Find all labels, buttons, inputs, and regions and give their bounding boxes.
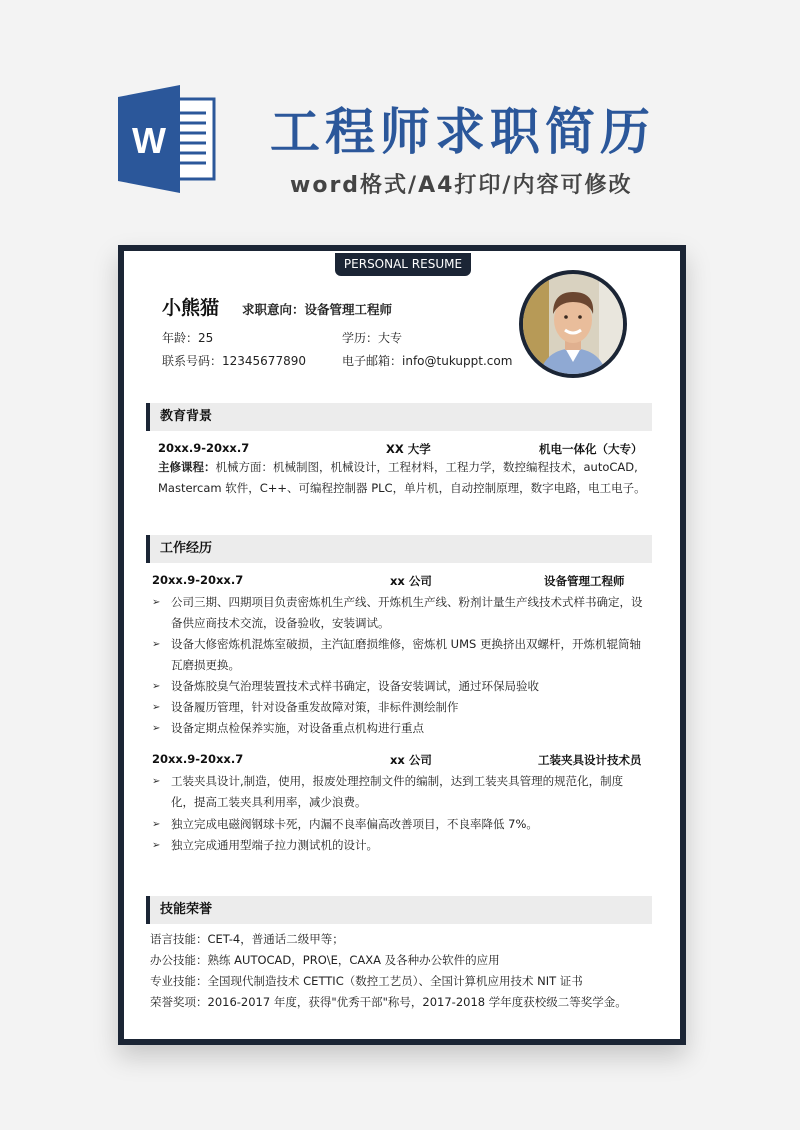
courses-line-2: Mastercam 软件，C++、可编程控制器 PLC，单片机，自动控制原理，数字电路，电工电子。 xyxy=(158,481,646,495)
job-position: 设备管理工程师 xyxy=(544,574,625,588)
skill-line: 专业技能：全国现代制造技术 CETTIC（数控工艺员）、全国计算机应用技术 NIT 证书 xyxy=(150,974,583,988)
word-icon-letter: W xyxy=(132,120,166,161)
job-intent: 求职意向：设备管理工程师 xyxy=(242,302,393,317)
word-document-icon xyxy=(118,85,218,193)
job-bullet: ➢ 独立完成电磁阀钢球卡死，内漏不良率偏高改善项目，不良率降低 7%。 xyxy=(154,814,644,835)
skill-line: 办公技能：熟练 AUTOCAD，PRO\E，CAXA 及各种办公软件的应用 xyxy=(150,953,500,967)
courses-paragraph xyxy=(158,457,653,499)
education-section-header xyxy=(146,403,652,431)
section-accent xyxy=(146,535,150,563)
personal-resume-tag: PERSONAL RESUME xyxy=(335,253,471,276)
work-section-header xyxy=(146,535,652,563)
section-title: 工作经历 xyxy=(160,541,213,556)
job-bullet: ➢ 设备大修密炼机混炼室破损，主汽缸磨损维修，密炼机 UMS 更换挤出双螺杆，开炼机辊筒轴瓦磨损更换。 xyxy=(154,634,644,676)
age: 年龄：25 xyxy=(162,331,214,345)
arrow-bullet-icon: ➢ xyxy=(152,702,161,713)
education-major: 机电一体化（大专） xyxy=(539,442,643,456)
arrow-bullet-icon: ➢ xyxy=(152,840,161,851)
section-accent xyxy=(146,896,150,924)
skill-line: 语言技能：CET-4，普通话二级甲等； xyxy=(150,932,344,946)
profile-photo xyxy=(519,270,627,378)
job-bullet: ➢ 公司三期、四期项目负责密炼机生产线、开炼机生产线、粉剂计量生产线技术式样书确定，设备供应商技术交流，设备验收，安装调试。 xyxy=(154,592,644,634)
courses-label: 主修课程： xyxy=(158,460,216,474)
education-level: 学历：大专 xyxy=(342,331,403,345)
arrow-bullet-icon: ➢ xyxy=(152,639,161,650)
job-bullet: ➢ 设备炼胶臭气治理装置技术式样书确定，设备安装调试，通过环保局验收 xyxy=(154,676,644,697)
job-bullet: ➢ 工装夹具设计,制造，使用，报废处理控制文件的编制，达到工装夹具管理的规范化，制度化，提高工装夹具利用率，减少浪费。 xyxy=(154,771,644,813)
hero-subtitle: word格式/A4打印/内容可修改 xyxy=(290,173,633,198)
education-period: 20xx.9-20xx.7 xyxy=(158,441,250,455)
candidate-name: 小熊猫 xyxy=(162,297,220,319)
phone: 联系号码：12345677890 xyxy=(162,354,306,368)
resume-page xyxy=(124,251,680,1039)
job-bullet: ➢ 设备履历管理，针对设备重发故障对策，非标件测绘制作 xyxy=(154,697,644,718)
hero-title: 工程师求职简历 xyxy=(270,103,655,161)
job-bullet: ➢ 独立完成通用型端子拉力测试机的设计。 xyxy=(154,835,644,856)
skills-section-header xyxy=(146,896,652,924)
job-period: 20xx.9-20xx.7 xyxy=(152,752,244,766)
arrow-bullet-icon: ➢ xyxy=(152,723,161,734)
section-title: 技能荣誉 xyxy=(160,902,213,917)
job-bullet: ➢ 设备定期点检保养实施，对设备重点机构进行重点 xyxy=(154,718,644,739)
courses-line-1: 机械方面：机械制图，机械设计，工程材料，工程力学，数控编程技术，autoCAD, xyxy=(215,460,638,474)
skill-line: 荣誉奖项：2016-2017 年度，获得"优秀干部"称号，2017-2018 学年度获校级二等奖学金。 xyxy=(150,995,627,1009)
job-period: 20xx.9-20xx.7 xyxy=(152,573,244,587)
arrow-bullet-icon: ➢ xyxy=(152,776,161,787)
section-accent xyxy=(146,403,150,431)
arrow-bullet-icon: ➢ xyxy=(152,819,161,830)
job-position: 工装夹具设计技术员 xyxy=(538,753,642,767)
education-school: XX 大学 xyxy=(386,442,431,456)
job-company: xx 公司 xyxy=(390,753,432,767)
arrow-bullet-icon: ➢ xyxy=(152,681,161,692)
section-title: 教育背景 xyxy=(160,409,213,424)
email: 电子邮箱：info@tukuppt.com xyxy=(342,354,513,368)
arrow-bullet-icon: ➢ xyxy=(152,597,161,608)
job-company: xx 公司 xyxy=(390,574,432,588)
